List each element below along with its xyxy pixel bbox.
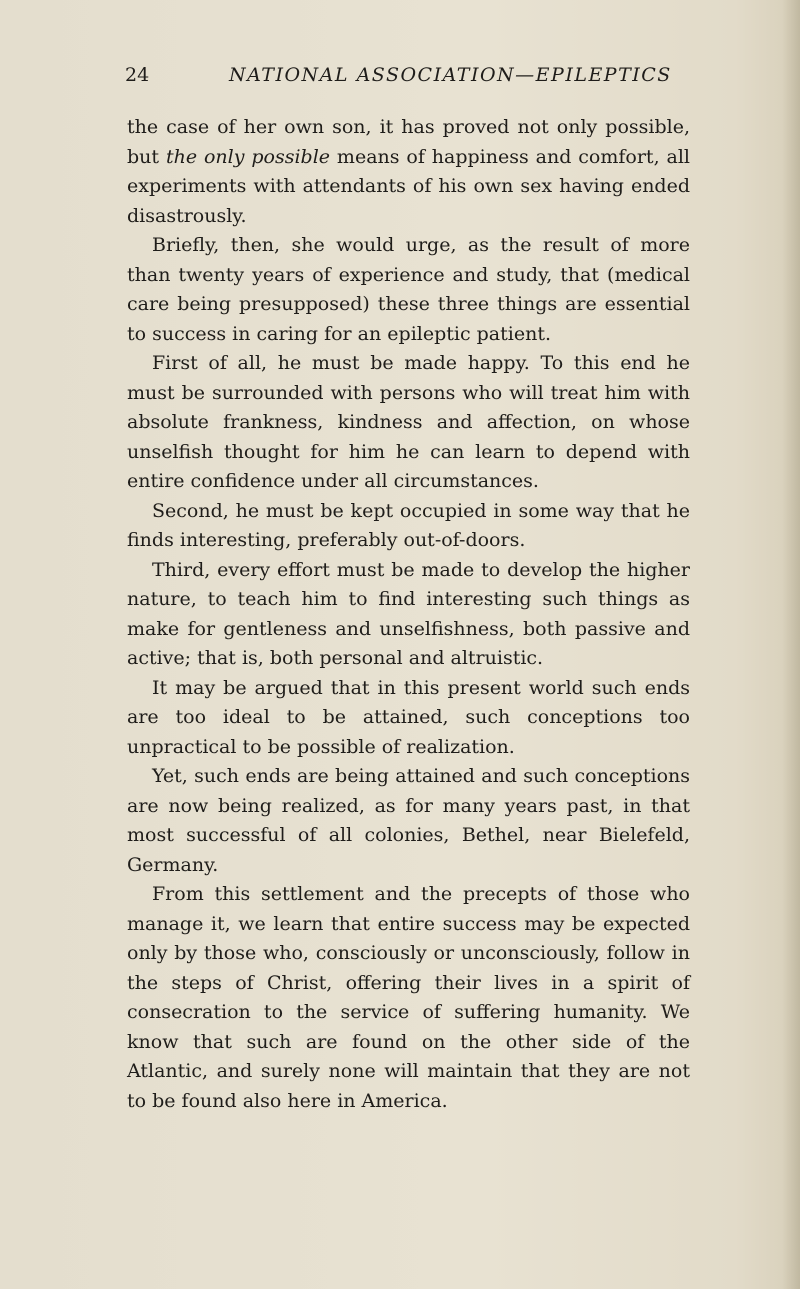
paragraph-1-emphasis: the only possible xyxy=(165,145,331,168)
paragraph-1 xyxy=(127,113,690,231)
running-head: NATIONAL ASSOCIATION—EPILEPTICS xyxy=(229,64,672,86)
body-text xyxy=(127,113,690,1116)
page-edge-shadow xyxy=(782,0,800,1289)
paragraph-2: Briefly, then, she would urge, as the result of more than twenty years of experience and study, that (medical care being presupposed) these three things are essential to success in caring for an epileptic patient. xyxy=(127,234,690,345)
paragraph-1-before: the case of her own son, it has proved not only possible, but xyxy=(127,116,690,168)
paragraph-4: Second, he must be kept occupied in some way that he finds interesting, preferably out-of-doors. xyxy=(127,499,690,551)
paragraph-8: From this settlement and the precepts of those who manage it, we learn that entire success may be expected only by those who, consciously or unconsciously, follow in the steps of Christ, offering their lives in a spirit of consecration to the service of suffering humanity. We know that such are found on the other side of the Atlantic, and surely none will maintain that they are not to be found also here in America. xyxy=(127,883,690,1112)
page-header xyxy=(125,64,685,94)
paragraph-7: Yet, such ends are being attained and such conceptions are now being realized, as for many years past, in that most successful of all colonies, Bethel, near Bielefeld, Germany. xyxy=(127,765,690,876)
page-number: 24 xyxy=(125,64,150,86)
paragraph-3: First of all, he must be made happy. To this end he must be surrounded with persons who will treat him with absolute frankness, kindness and affection, on whose unselfish thought for him he can learn to depend with entire confidence under all circumstances. xyxy=(127,352,690,492)
paragraph-5: Third, every effort must be made to develop the higher nature, to teach him to find interesting such things as make for gentleness and unselfishness, both passive and active; that is, both personal and altruistic. xyxy=(127,558,690,669)
paragraph-6: It may be argued that in this present world such ends are too ideal to be attained, such conceptions too unpractical to be possible of realization. xyxy=(127,676,690,758)
paragraph-1-after: means of happiness and comfort, all experiments with attendants of his own sex having ended disastrously. xyxy=(127,145,690,227)
